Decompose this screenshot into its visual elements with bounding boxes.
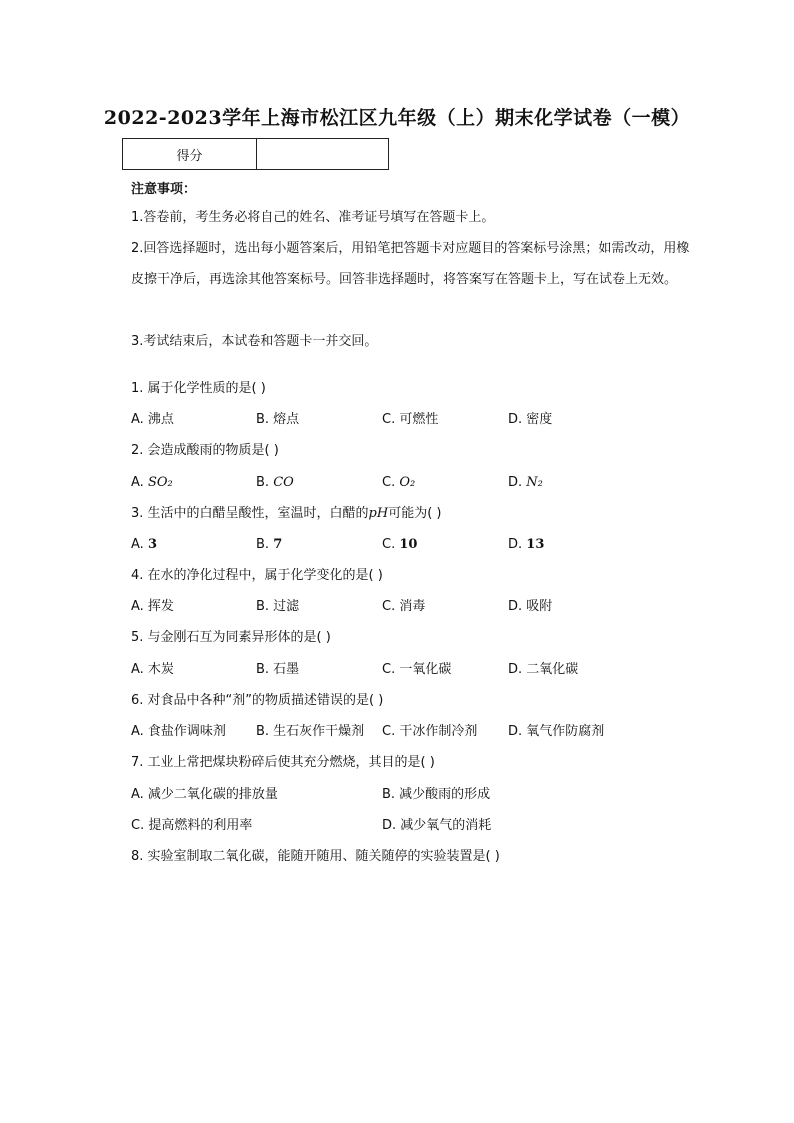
q6-option-a: A. 食盐作调味剂 <box>131 724 226 739</box>
q3-option-b-letter: B. <box>256 537 274 552</box>
question-3-stem <box>131 504 442 524</box>
q2-option-d <box>508 473 543 493</box>
q7-option-d: D. 减少氧气的消耗 <box>382 818 492 833</box>
score-label: 得分 <box>123 139 257 170</box>
q2-option-d-letter: D. <box>508 475 527 490</box>
q2-option-c-formula: O₂ <box>399 475 416 490</box>
q3-option-c-value: 10 <box>399 537 418 552</box>
q4-option-c: C. 消毒 <box>382 599 426 614</box>
q4-option-d: D. 吸附 <box>508 599 553 614</box>
q2-option-a-letter: A. <box>131 475 148 490</box>
question-6-stem: 6. 对食品中各种“剂”的物质描述错误的是( ) <box>131 693 384 708</box>
question-2-stem: 2. 会造成酸雨的物质是( ) <box>131 443 279 458</box>
q2-option-a <box>131 473 173 493</box>
q2-option-a-formula: SO₂ <box>147 475 173 490</box>
q3-option-d-value: 13 <box>526 537 545 552</box>
q6-option-d: D. 氧气作防腐剂 <box>508 724 605 739</box>
q2-option-b-letter: B. <box>256 475 274 490</box>
q3-option-c <box>382 535 417 555</box>
q1-option-c: C. 可燃性 <box>382 412 439 427</box>
q2-option-b <box>256 473 294 493</box>
q3-stem-formula: pH <box>368 506 389 521</box>
q5-option-a: A. 木炭 <box>131 662 174 677</box>
question-1-stem: 1. 属于化学性质的是( ) <box>131 381 266 396</box>
question-5-stem: 5. 与金刚石互为同素异形体的是( ) <box>131 630 331 645</box>
notice-heading: 注意事项： <box>131 182 197 197</box>
q5-option-c: C. 一氧化碳 <box>382 662 452 677</box>
q3-option-d-letter: D. <box>508 537 527 552</box>
q5-option-b: B. 石墨 <box>256 662 300 677</box>
q3-option-b-value: 7 <box>273 537 283 552</box>
notice-item-2: 2.回答选择题时，选出每小题答案后，用铅笔把答题卡对应题目的答案标号涂黑；如需改动，用橡皮擦干净后，再选涂其他答案标号。回答非选择题时，将答案写在答题卡上，写在试卷上无效。 <box>131 241 690 287</box>
q3-stem-post: 可能为( ) <box>388 506 442 521</box>
question-4-stem: 4. 在水的净化过程中，属于化学变化的是( ) <box>131 568 383 583</box>
q1-option-d: D. 密度 <box>508 412 553 427</box>
q7-option-c: C. 提高燃料的利用率 <box>131 818 253 833</box>
q3-option-a <box>131 535 157 555</box>
q2-option-b-formula: CO <box>273 475 294 490</box>
question-8-stem: 8. 实验室制取二氧化碳，能随开随用、随关随停的实验装置是( ) <box>131 849 500 864</box>
q1-option-b: B. 熔点 <box>256 412 300 427</box>
score-table <box>122 138 389 170</box>
q6-option-b: B. 生石灰作干燥剂 <box>256 724 365 739</box>
q2-option-d-formula: N₂ <box>526 475 543 490</box>
notice-item-1: 1.答卷前，考生务必将自己的姓名、准考证号填写在答题卡上。 <box>131 210 495 225</box>
q3-option-a-value: 3 <box>147 537 157 552</box>
q3-option-b <box>256 535 282 555</box>
q5-option-d: D. 二氧化碳 <box>508 662 579 677</box>
exam-title: 2022-2023学年上海市松江区九年级（上）期末化学试卷（一模） <box>103 107 691 129</box>
q3-option-c-letter: C. <box>382 537 400 552</box>
q3-option-d <box>508 535 544 555</box>
q2-option-c <box>382 473 415 493</box>
q4-option-b: B. 过滤 <box>256 599 300 614</box>
score-value-cell <box>257 139 389 170</box>
question-7-stem: 7. 工业上常把煤块粉碎后使其充分燃烧，其目的是( ) <box>131 755 435 770</box>
q2-option-c-letter: C. <box>382 475 400 490</box>
q3-option-a-letter: A. <box>131 537 148 552</box>
q1-option-a: A. 沸点 <box>131 412 174 427</box>
q3-stem-pre: 3. 生活中的白醋呈酸性，室温时，白醋的 <box>131 506 369 521</box>
q7-option-b: B. 减少酸雨的形成 <box>382 787 491 802</box>
notice-item-3: 3.考试结束后，本试卷和答题卡一并交回。 <box>131 334 378 349</box>
q6-option-c: C. 干冰作制冷剂 <box>382 724 478 739</box>
q4-option-a: A. 挥发 <box>131 599 174 614</box>
q7-option-a: A. 减少二氧化碳的排放量 <box>131 787 278 802</box>
